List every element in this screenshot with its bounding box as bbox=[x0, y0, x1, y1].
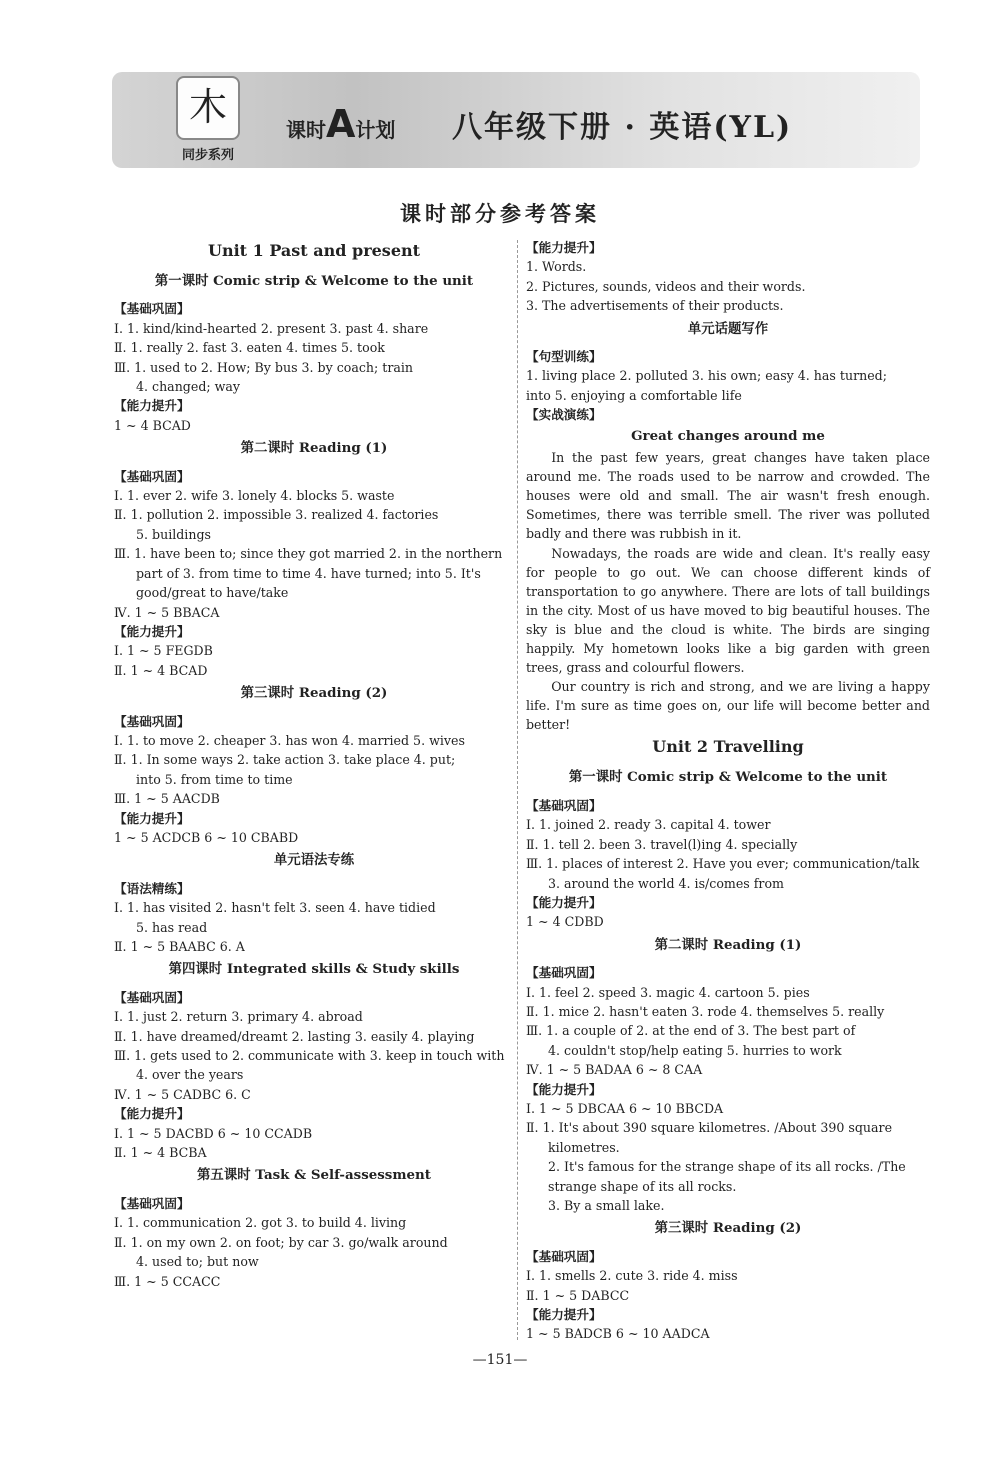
lesson-title: 第四课时 Integrated skills & Study skills bbox=[168, 961, 460, 978]
lesson-title: 第三课时 Reading (2) bbox=[654, 1220, 802, 1237]
essay-paragraph: Our country is rich and strong, and we are living a happy life. I'm sure as time goes on, our life will become better and better! bbox=[526, 679, 930, 733]
section-label: 【能力提升】 bbox=[526, 1307, 602, 1323]
lesson-title: 单元语法专练 bbox=[273, 852, 355, 869]
answer-line: Ⅰ. 1 ~ 5 DACBD 6 ~ 10 CCADB bbox=[114, 1125, 313, 1141]
lesson-title: 第五课时 Task & Self-assessment bbox=[197, 1167, 431, 1184]
answer-line: 1. living place 2. polluted 3. his own; easy 4. has turned; bbox=[526, 368, 887, 384]
section-label: 【基础巩固】 bbox=[526, 797, 602, 813]
answer-line: Ⅲ. 1 ~ 5 AACDB bbox=[114, 791, 220, 807]
answer-line-indent: 4. used to; but now bbox=[136, 1254, 259, 1270]
section-label: 【能力提升】 bbox=[526, 894, 602, 910]
answer-line: Ⅲ. 1. a couple of 2. at the end of 3. The best part of bbox=[526, 1023, 856, 1039]
page-number: —151— bbox=[472, 1352, 528, 1368]
answer-line: Ⅰ. 1. to move 2. cheaper 3. has won 4. married 5. wives bbox=[114, 732, 465, 748]
essay-paragraph: In the past few years, great changes have taken place around me. The roads used to be narrow and crowded. The houses were old and small. The air wasn't fresh enough. Sometimes, there was terrible smell. The river was polluted badly and there was rubbish in it. bbox=[526, 450, 930, 542]
answer-line: Ⅰ. 1. has visited 2. hasn't felt 3. seen 4. have tidied bbox=[114, 900, 436, 916]
lesson-title: 单元话题写作 bbox=[687, 320, 769, 337]
section-label: 【语法精练】 bbox=[114, 880, 190, 896]
section-label: 【基础巩固】 bbox=[114, 1195, 190, 1211]
answer-line-indent: kilometres. bbox=[548, 1139, 620, 1155]
answer-line: Ⅳ. 1 ~ 5 BBACA bbox=[114, 604, 220, 620]
answer-line: Ⅲ. 1. places of interest 2. Have you ever; communication/talk bbox=[526, 856, 920, 872]
logo-mark: 木 bbox=[176, 76, 240, 140]
answer-line: Ⅱ. 1 ~ 5 BAABC 6. A bbox=[114, 939, 245, 954]
answer-line-indent: 5. buildings bbox=[136, 526, 211, 542]
answer-line: Ⅰ. 1 ~ 5 DBCAA 6 ~ 10 BBCDA bbox=[526, 1100, 724, 1116]
answer-line: Ⅲ. 1. used to 2. How; By bus 3. by coach; train bbox=[114, 359, 414, 375]
page-heading: 课时部分参考答案 bbox=[400, 201, 600, 226]
column-divider bbox=[517, 240, 518, 1340]
answer-line: Ⅱ. 1 ~ 4 BCAD bbox=[114, 662, 208, 678]
section-label: 【基础巩固】 bbox=[526, 1248, 602, 1264]
answer-line-indent: 4. couldn't stop/help eating 5. hurries to work bbox=[548, 1042, 842, 1058]
answer-line: Ⅳ. 1 ~ 5 CADBC 6. C bbox=[114, 1086, 251, 1102]
series-brand bbox=[286, 102, 395, 146]
brand-a: A bbox=[326, 102, 356, 146]
answer-line: Ⅱ. 1. pollution 2. impossible 3. realized 4. factories bbox=[114, 507, 439, 523]
essay-title: Great changes around me bbox=[631, 427, 825, 444]
section-label: 【能力提升】 bbox=[114, 398, 190, 414]
answer-line-indent: into 5. from time to time bbox=[136, 771, 293, 787]
book-title: 八年级下册 · 英语(YL) bbox=[452, 110, 793, 145]
answer-line: Ⅱ. 1. It's about 390 square kilometres. /About 390 square bbox=[526, 1120, 893, 1136]
lesson-title: 第一课时 Comic strip & Welcome to the unit bbox=[568, 769, 888, 786]
publisher-logo bbox=[164, 76, 252, 164]
header-banner bbox=[112, 72, 920, 168]
section-label: 【能力提升】 bbox=[526, 1081, 602, 1097]
answer-line-indent: good/great to have/take bbox=[136, 585, 289, 601]
answer-line: Ⅰ. 1. just 2. return 3. primary 4. abroad bbox=[114, 1009, 363, 1025]
answer-line-indent: 2. It's famous for the strange shape of its all rocks. /The bbox=[548, 1159, 906, 1175]
answer-line-indent: 3. By a small lake. bbox=[548, 1198, 665, 1213]
answer-line: Ⅰ. 1. kind/kind-hearted 2. present 3. past 4. share bbox=[114, 320, 429, 336]
unit-title: Unit 2 Travelling bbox=[652, 737, 804, 757]
answer-line: 1 ~ 5 BADCB 6 ~ 10 AADCA bbox=[526, 1326, 710, 1342]
answer-line: Ⅳ. 1 ~ 5 BADAA 6 ~ 8 CAA bbox=[526, 1062, 703, 1078]
answer-line: Ⅰ. 1. ever 2. wife 3. lonely 4. blocks 5. waste bbox=[114, 488, 395, 504]
answer-line: 1 ~ 4 CDBD bbox=[526, 914, 604, 930]
answer-line: Ⅱ. 1. tell 2. been 3. travel(l)ing 4. specially bbox=[526, 836, 798, 852]
lesson-title: 第二课时 Reading (1) bbox=[654, 936, 802, 953]
answer-line: Ⅱ. 1. have dreamed/dreamt 2. lasting 3. easily 4. playing bbox=[114, 1028, 475, 1044]
section-label: 【基础巩固】 bbox=[114, 713, 190, 729]
section-label: 【能力提升】 bbox=[114, 623, 190, 639]
answer-line: Ⅰ. 1. feel 2. speed 3. magic 4. cartoon 5. pies bbox=[526, 984, 810, 1000]
answer-line: Ⅱ. 1. really 2. fast 3. eaten 4. times 5. took bbox=[114, 340, 385, 356]
answer-line: Ⅰ. 1 ~ 5 FEGDB bbox=[114, 643, 213, 659]
answer-line: Ⅱ. 1. on my own 2. on foot; by car 3. go/walk around bbox=[114, 1234, 448, 1250]
answer-line-indent: part of 3. from time to time 4. have turned; into 5. It's bbox=[136, 565, 481, 581]
answer-line: Ⅲ. 1. have been to; since they got married 2. in the northern bbox=[114, 546, 503, 562]
answer-line-indent: 4. over the years bbox=[136, 1067, 244, 1083]
logo-caption: 同步系列 bbox=[181, 148, 234, 163]
answer-line: Ⅲ. 1. gets used to 2. communicate with 3. keep in touch with bbox=[114, 1048, 505, 1064]
answer-line: 1 ~ 5 ACDCB 6 ~ 10 CBABD bbox=[114, 829, 299, 845]
brand-post: 计划 bbox=[355, 118, 396, 142]
answer-line: Ⅱ. 1 ~ 5 DABCC bbox=[526, 1287, 630, 1303]
unit-title: Unit 1 Past and present bbox=[207, 241, 421, 260]
answer-line: Ⅰ. 1. smells 2. cute 3. ride 4. miss bbox=[526, 1268, 738, 1284]
answer-line: Ⅱ. 1 ~ 4 BCBA bbox=[114, 1145, 207, 1161]
section-label: 【能力提升】 bbox=[114, 1106, 190, 1122]
answer-line: Ⅲ. 1 ~ 5 CCACC bbox=[114, 1273, 221, 1289]
left-column bbox=[114, 238, 514, 1291]
section-label: 【基础巩固】 bbox=[114, 989, 190, 1005]
section-label: 【实战演练】 bbox=[526, 407, 602, 423]
lesson-title: 第三课时 Reading (2) bbox=[240, 685, 388, 702]
answer-line-indent: 3. around the world 4. is/comes from bbox=[548, 875, 784, 891]
section-label: 【句型训练】 bbox=[526, 349, 602, 365]
answer-line-indent: 4. changed; way bbox=[136, 379, 241, 395]
answer-line: Ⅱ. 1. mice 2. hasn't eaten 3. rode 4. themselves 5. really bbox=[526, 1003, 885, 1019]
section-label: 【基础巩固】 bbox=[526, 965, 602, 981]
answer-line: Ⅰ. 1. joined 2. ready 3. capital 4. tower bbox=[526, 817, 771, 833]
answer-line-indent: 5. has read bbox=[136, 919, 208, 935]
essay-paragraph: Nowadays, the roads are wide and clean. It's really easy for people to go out. We can choose different kinds of transportation to go anywhere. There are lots of tall buildings in the city. Most of us have moved to big beautiful houses. The sky is blue and the cloud is white. The birds are singing happily. My hometown looks like a big garden with green trees, grass and colourful flowers. bbox=[526, 545, 930, 676]
section-label: 【能力提升】 bbox=[114, 810, 190, 826]
lesson-title: 第二课时 Reading (1) bbox=[240, 440, 388, 457]
answer-line: Ⅰ. 1. communication 2. got 3. to build 4. living bbox=[114, 1215, 407, 1231]
section-label: 【基础巩固】 bbox=[114, 468, 190, 484]
answer-line-indent: strange shape of its all rocks. bbox=[548, 1178, 737, 1194]
answer-line: into 5. enjoying a comfortable life bbox=[526, 387, 742, 403]
section-label: 【能力提升】 bbox=[526, 240, 602, 255]
answer-line: Ⅱ. 1. In some ways 2. take action 3. take place 4. put; bbox=[114, 752, 456, 768]
answer-line: 2. Pictures, sounds, videos and their words. bbox=[526, 278, 806, 294]
answer-line: 1 ~ 4 BCAD bbox=[114, 417, 191, 433]
section-label: 【基础巩固】 bbox=[114, 301, 190, 317]
right-column bbox=[526, 238, 930, 1344]
answer-line: 1. Words. bbox=[526, 259, 587, 275]
lesson-title: 第一课时 Comic strip & Welcome to the unit bbox=[154, 273, 474, 289]
answer-line: 3. The advertisements of their products. bbox=[526, 298, 784, 314]
brand-pre: 课时 bbox=[286, 118, 326, 142]
